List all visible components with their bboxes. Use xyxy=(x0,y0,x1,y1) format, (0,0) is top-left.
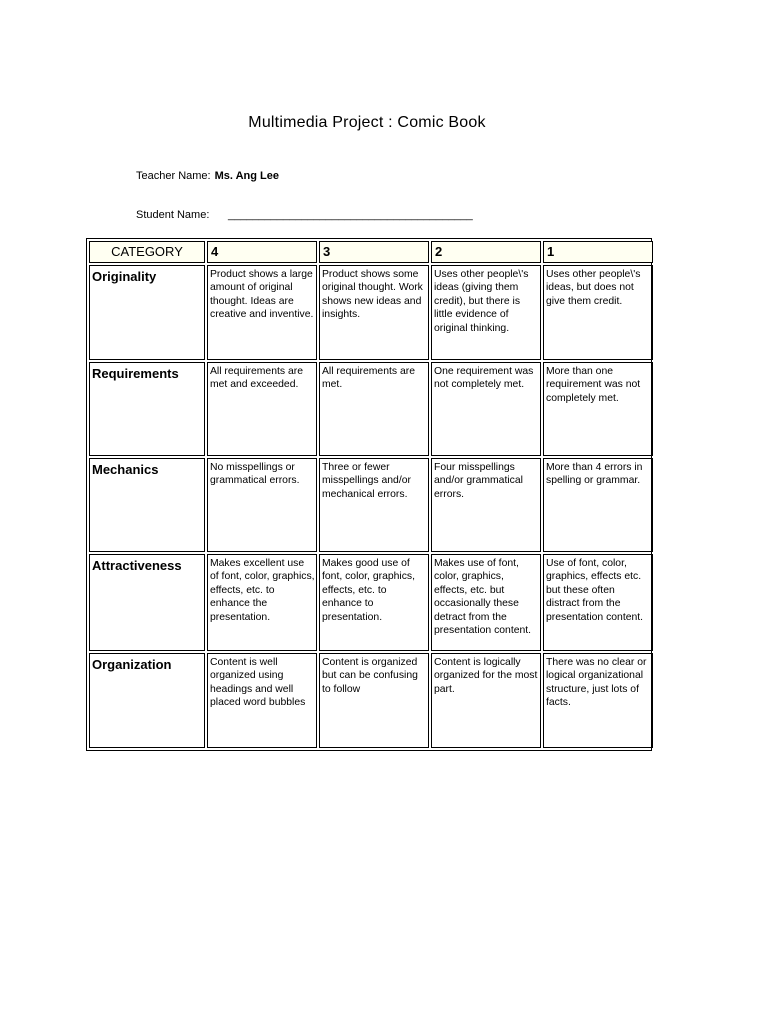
header-score-3: 3 xyxy=(319,241,429,263)
rubric-cell: Content is organized but can be confusing to follow xyxy=(319,653,429,748)
row-category: Originality xyxy=(89,265,205,360)
rubric-cell: Makes good use of font, color, graphics, effects, etc. to enhance to presentation. xyxy=(319,554,429,651)
rubric-cell: Four misspellings and/or grammatical errors. xyxy=(431,458,541,552)
rubric-row-originality xyxy=(89,265,653,360)
rubric-cell: Use of font, color, graphics, effects etc. but these often distract from the presentation content. xyxy=(543,554,653,651)
rubric-cell: All requirements are met and exceeded. xyxy=(207,362,317,456)
rubric-cell: All requirements are met. xyxy=(319,362,429,456)
header-category: CATEGORY xyxy=(89,241,205,263)
rubric-cell: Three or fewer misspellings and/or mechanical errors. xyxy=(319,458,429,552)
rubric-table-frame xyxy=(86,238,652,751)
page-title: Multimedia Project : Comic Book xyxy=(248,114,486,131)
rubric-row-requirements xyxy=(89,362,653,456)
rubric-cell: One requirement was not completely met. xyxy=(431,362,541,456)
rubric-cell: Makes use of font, color, graphics, effects, etc. but occasionally these detract from the presentation content. xyxy=(431,554,541,651)
teacher-name-row xyxy=(136,170,279,182)
rubric-cell: Uses other people\'s ideas (giving them credit), but there is little evidence of original thinking. xyxy=(431,265,541,360)
student-name-blank: ________________________________________ xyxy=(228,209,473,221)
row-category: Organization xyxy=(89,653,205,748)
student-name-label: Student Name: xyxy=(136,209,210,221)
student-name-row xyxy=(136,209,209,221)
teacher-name-label: Teacher Name: xyxy=(136,170,211,182)
rubric-row-attractiveness xyxy=(89,554,653,651)
header-score-2: 2 xyxy=(431,241,541,263)
rubric-cell: More than one requirement was not completely met. xyxy=(543,362,653,456)
rubric-header-row xyxy=(89,241,653,263)
row-category: Requirements xyxy=(89,362,205,456)
teacher-name-value: Ms. Ang Lee xyxy=(214,170,279,182)
rubric-cell: No misspellings or grammatical errors. xyxy=(207,458,317,552)
rubric-cell: Content is well organized using headings and well placed word bubbles xyxy=(207,653,317,748)
header-score-1: 1 xyxy=(543,241,653,263)
rubric-row-mechanics xyxy=(89,458,653,552)
rubric-row-organization xyxy=(89,653,653,748)
rubric-cell: Product shows some original thought. Work shows new ideas and insights. xyxy=(319,265,429,360)
rubric-cell: There was no clear or logical organizational structure, just lots of facts. xyxy=(543,653,653,748)
rubric-cell: Content is logically organized for the most part. xyxy=(431,653,541,748)
header-score-4: 4 xyxy=(207,241,317,263)
rubric-cell: Makes excellent use of font, color, graphics, effects, etc. to enhance the presentation. xyxy=(207,554,317,651)
rubric-cell: Uses other people\'s ideas, but does not give them credit. xyxy=(543,265,653,360)
rubric-table xyxy=(87,239,655,750)
rubric-cell: More than 4 errors in spelling or grammar. xyxy=(543,458,653,552)
row-category: Attractiveness xyxy=(89,554,205,651)
rubric-cell: Product shows a large amount of original thought. Ideas are creative and inventive. xyxy=(207,265,317,360)
row-category: Mechanics xyxy=(89,458,205,552)
